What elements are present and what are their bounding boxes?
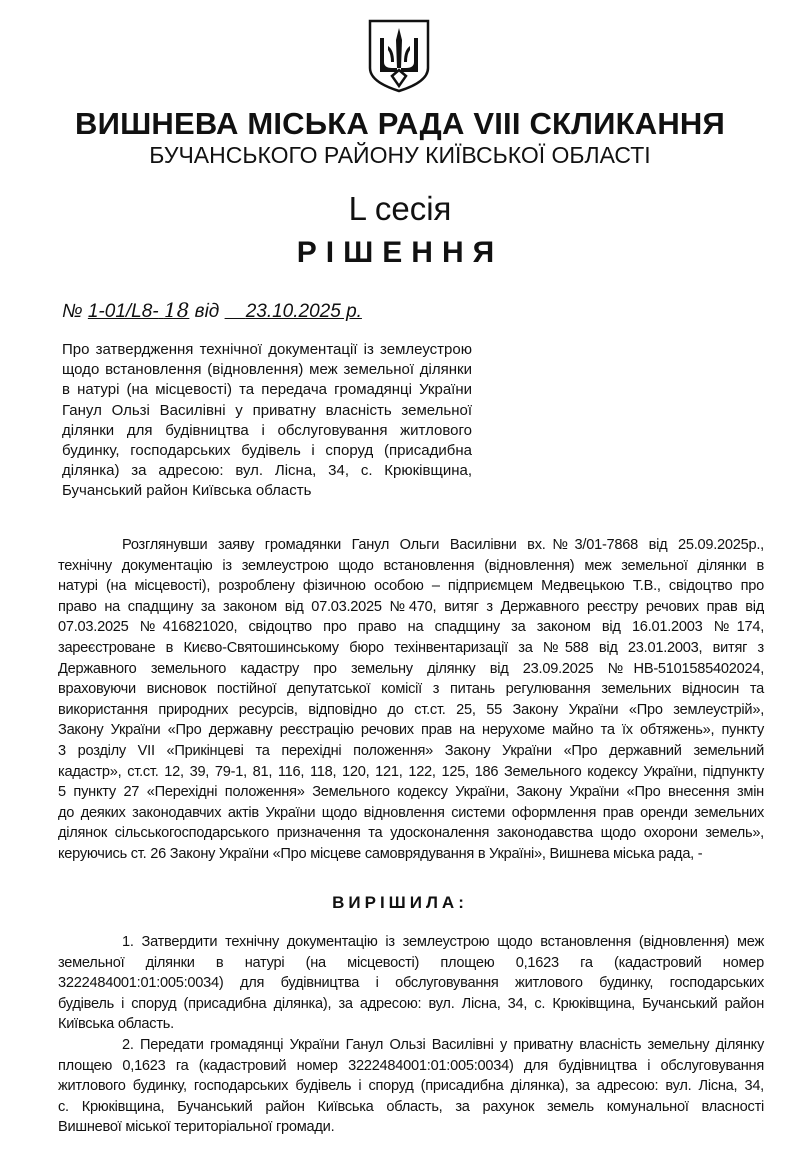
number-prefix: 1-01/L8- xyxy=(87,301,159,322)
text-line: кадастр», ст.ст. 12, 39, 79-1, 81, 116, 118, 120, 121, 122, 125, 186 Земельного кодексу України, підпункту xyxy=(58,763,764,780)
text-line: 1. Затвердити технічну документацію із землеустрою щодо встановлення (відновлення) меж xyxy=(122,934,764,950)
decision-date xyxy=(225,301,362,322)
text-line: житлового будинку, господарських будівель і споруд (присадибна ділянка), за адресою: вул. Лісна, 34, xyxy=(58,1078,764,1095)
resolution-items xyxy=(58,932,764,1138)
text-line: ділянки для будівництва і обслуговування житлового xyxy=(62,421,472,439)
from-label: від xyxy=(194,301,220,322)
document-type: РІШЕННЯ xyxy=(296,236,504,269)
preamble xyxy=(58,535,764,865)
text-line: в натурі (на місцевості) та передача громадянці України xyxy=(62,381,472,399)
date-text: 23.10.2025 р. xyxy=(245,301,362,322)
text-line: Державного земельного кадастру про земельну ділянку від 23.09.2025 №НВ-5101585402024, xyxy=(58,660,764,677)
text-line: Вишневої міської територіальної громади. xyxy=(58,1119,335,1136)
handwritten-number: 18 xyxy=(163,298,190,322)
council-title: ВИШНЕВА МІСЬКА РАДА VIII СКЛИКАННЯ xyxy=(75,106,725,141)
resolution-item xyxy=(58,1035,764,1138)
text-line: площею 0,1623 га (кадастровий номер 3222484001:01:005:0034) для будівництва і обслуговування xyxy=(58,1057,764,1074)
text-line: ділянка) за адресою: вул. Лісна, 34, с. Крюківщина, xyxy=(62,462,472,480)
text-line: керуючись ст. 26 Закону України «Про місцеве самоврядування в Україні», Вишнева міська рада, - xyxy=(58,845,703,862)
decision-number-line xyxy=(62,298,362,323)
session-label: L сесія xyxy=(348,190,452,227)
decision-number xyxy=(87,298,190,322)
text-line: враховуючи висновок постійної депутатської комісії з питань регулювання земельних відносин та xyxy=(58,681,764,698)
text-line: Бучанський район Київська область xyxy=(62,482,312,500)
text-line: Про затвердження технічної документації із землеустрою xyxy=(62,341,472,358)
text-line: Розглянувши заяву громадянки Ганул Ольги Василівни вх.№3/01-7868 від 25.09.2025р., xyxy=(122,537,764,553)
text-line: будинку, господарських будівель і споруд (присадибна xyxy=(62,442,472,460)
text-line: використання природних ресурсів, відповідно до ст.ст. 25, 55 Закону України «Про землеустрій», xyxy=(58,701,764,718)
resolved-heading: ВИРІШИЛА: xyxy=(332,893,468,912)
text-line: натурі (на місцевості), розроблену фізичною особою – підприємцем Медвецькою Т.В., свідоцтво про xyxy=(58,578,764,595)
text-line: 2. Передати громадянці України Ганул Ользі Василівні у приватну власність земельну ділянку xyxy=(122,1036,764,1053)
text-line: будівель і споруд (присадибна ділянка), за адресою: вул. Лісна, 34, с. Крюківщина, Бучанський район xyxy=(58,995,764,1012)
text-line: до деяких законодавчих актів України щодо відновлення системи оформлення прав оренди земельних xyxy=(58,804,764,821)
text-line: технічну документацію із землеустрою щодо встановлення (відновлення) меж земельної ділянки в xyxy=(58,557,764,574)
text-line: с. Крюківщина, Бучанський район Київська область, за рахунок земель комунальної власності xyxy=(58,1098,764,1115)
text-line: 3222484001:01:005:0034) для будівництва і обслуговування житлового будинку, господарських xyxy=(58,975,764,992)
text-line: Ганул Ользі Василівні у приватну власність земельної xyxy=(62,401,472,419)
text-line: 5 пункту 27 «Перехідні положення» Земельного кодексу України, Закону України «Про внесення змін xyxy=(58,784,764,801)
text-line: ділянок сільськогосподарського призначення та удосконалення законодавства щодо охорони земель», xyxy=(58,825,764,842)
text-line: щодо встановлення (відновлення) меж земельної ділянки xyxy=(62,361,472,379)
text-line: право на спадщину за законом від 07.03.2025 №470, витяг з Державного реєстру речових прав від xyxy=(58,598,764,615)
text-line: зареєстроване в Києво-Святошинському бюро техінвентаризації за №588 від 23.01.2003, витяг з xyxy=(58,639,764,656)
text-line: 3 розділу VII «Прикінцеві та перехідні положення» Закону України «Про державний земельний xyxy=(58,742,764,759)
text-line: Закону України «Про державну реєстрацію речових прав на нерухоме майно та їх обтяжень», пункту xyxy=(58,722,764,739)
trident-coat-of-arms-icon xyxy=(366,18,432,94)
text-line: 07.03.2025 №416821020, свідоцтво про право на спадщину за законом від 16.01.2003 №174, xyxy=(58,619,764,636)
text-line: земельної ділянки в натурі (на місцевості) площею 0,1623 га (кадастровий номер xyxy=(58,954,764,971)
number-label: № xyxy=(62,301,83,322)
text-line: Київська область. xyxy=(58,1016,174,1033)
decision-subject xyxy=(62,340,472,502)
resolution-item xyxy=(58,932,764,1035)
council-subtitle: БУЧАНСЬКОГО РАЙОНУ КИЇВСЬКОЇ ОБЛАСТІ xyxy=(149,142,651,168)
